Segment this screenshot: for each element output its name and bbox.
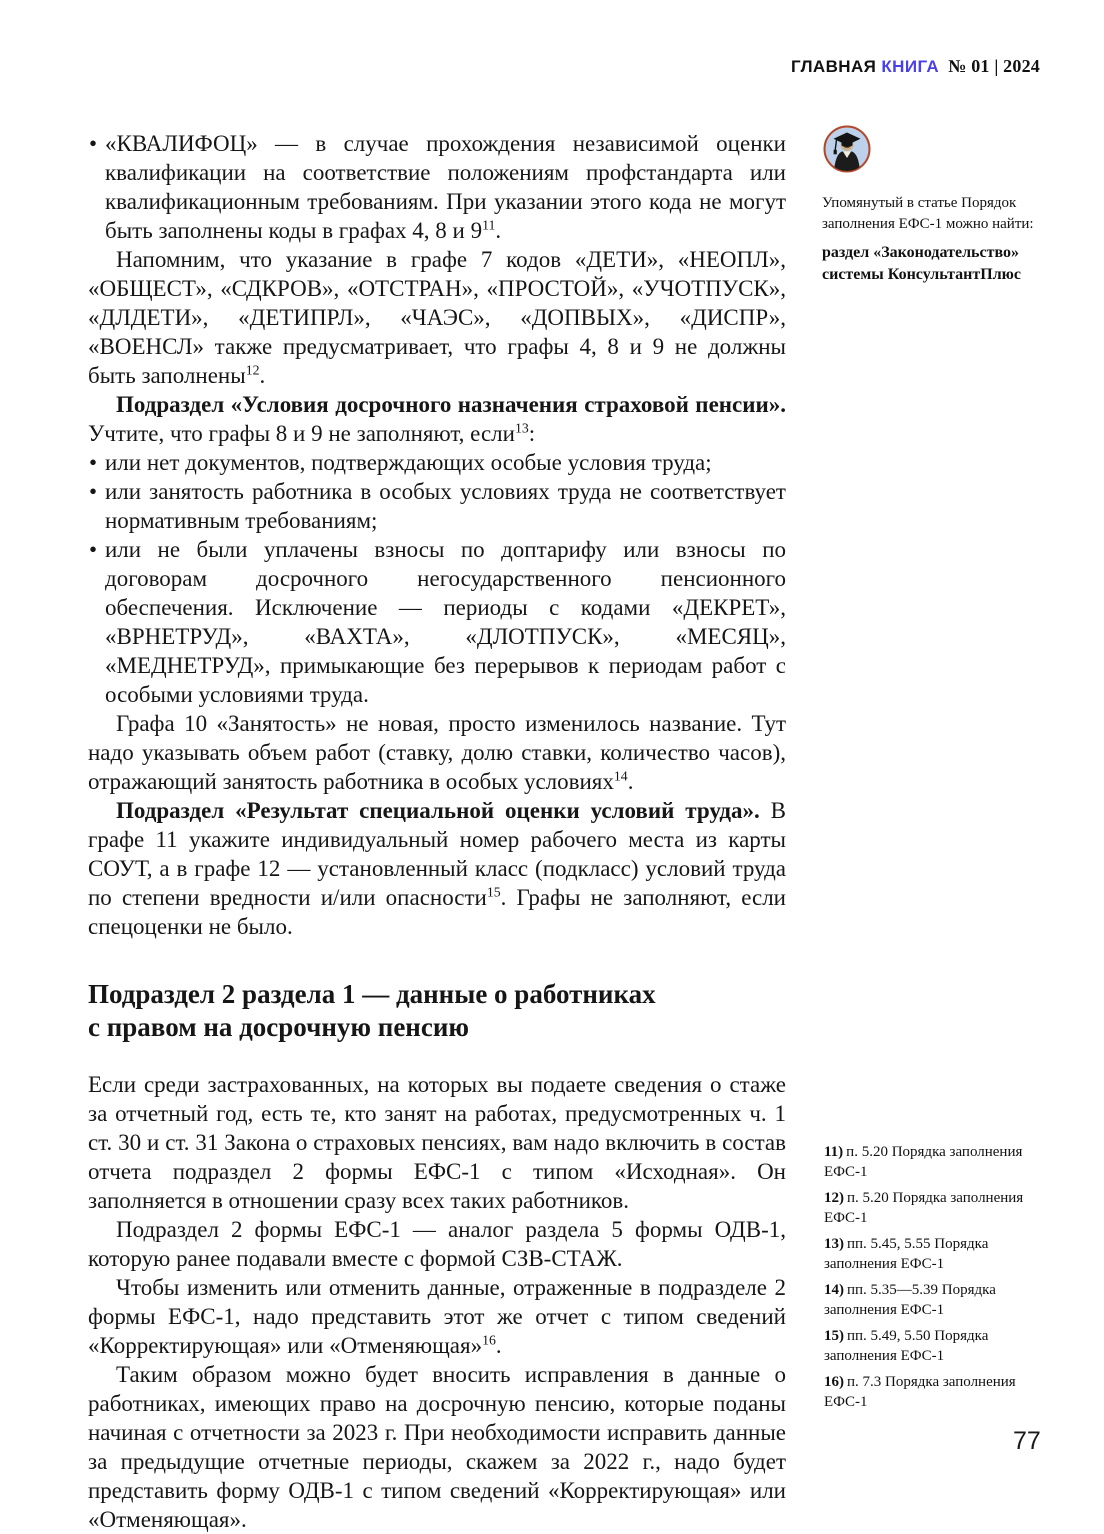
footnote-ref-15: 15	[486, 884, 501, 900]
footnote-16: 16) п. 7.3 Порядка заполнения ЕФС-1	[824, 1374, 1016, 1410]
paragraph-napomnim: Напомним, что указание в графе 7 кодов «ДЕТИ», «НЕОПЛ», «ОБЩЕСТ», «СДКРОВ», «ОТСТРАН», «ПРОСТОЙ», «УЧОТПУСК», «ДЛДЕТИ», «ДЕТИПРЛ», «ЧАЭС», «ДОПВЫХ», «ДИСПР», «ВОЕНСЛ» также предусматривает, что графы 4, 8 и 9 не должны быть заполнены$^{12}$.	[88, 247, 786, 388]
conditions-bullet-list	[88, 448, 786, 709]
page-number: 77	[1013, 1427, 1041, 1455]
paragraph-podrazdel2: Подраздел 2 формы ЕФС-1 — аналог раздела 5 формы ОДВ-1, которую ранее подавали вместе с формой СЗВ-СТАЖ.	[88, 1217, 786, 1271]
footnote-ref-14: 14	[613, 768, 628, 784]
note-text: Упомянутый в статье Порядок заполнения ЕФС-1 можно найти:	[822, 195, 1034, 232]
paragraph-esli: Если среди застрахованных, на которых вы подаете сведения о стаже за отчетный год, есть те, кто занят на работах, предусмотренных ч. 1 ст. 30 и ст. 31 Закона о страховых пенсиях, вам надо включить в состав отчета подраздел 2 формы ЕФС-1 с типом «Исходная». Он заполняется в отношении сразу всех таких работников.	[88, 1072, 786, 1213]
list-item: • или нет документов, подтверждающих особые условия труда;	[88, 448, 786, 477]
magazine-title-glavnaya: ГЛАВНАЯ	[790, 57, 877, 76]
magazine-title-kniga: КНИГА	[881, 57, 940, 76]
inline-subheading: Подраздел «Результат специальной оценки условий труда».	[116, 798, 760, 823]
list-item: • «КВАЛИФОЦ» — в случае прохождения независимой оценки квалификации на соответствие положениям профстандарта или квалификационным требованиям. При указании этого кода не могут быть заполнены коды в графах 4, 8 и $9^{11}$.	[88, 129, 786, 245]
paragraph-takim: Таким образом можно будет вносить исправления в данные о работниках, имеющих право на досрочную пенсию, которые поданы начиная с отчетности за 2023 г. При необходимости исправить данные за предыдущие отчетные периоды, скажем за 2022 г., надо будет представить форму ОДВ-1 с типом сведений «Корректирующая» или «Отменяющая».	[88, 1362, 786, 1532]
paragraph-uslovia: Подраздел «Условия досрочного назначения страховой пенсии». Учтите, что графы 8 и 9 не заполняют, если$^{13}$:	[88, 392, 786, 446]
footnote-14: 14) пп. 5.35—5.39 Порядка заполнения ЕФС-1	[824, 1282, 996, 1318]
footnotes-block	[824, 1143, 1044, 1419]
article-body	[88, 129, 786, 1534]
list-item: • или не были уплачены взносы по доптарифу или взносы по договорам досрочного негосударственного пенсионного обеспечения. Исключение — периоды с кодами «ДЕКРЕТ», «ВРНЕТРУД», «ВАХТА», «ДЛОТПУСК», «МЕСЯЦ», «МЕДНЕТРУД», примыкающие без перерывов к периодам работ с особыми условиями труда.	[88, 535, 786, 709]
footnote-15: 15) пп. 5.49, 5.50 Порядка заполнения ЕФС-1	[824, 1328, 989, 1364]
section-heading: Подраздел 2 раздела 1 — данные о работниках с правом на досрочную пенсию	[88, 979, 656, 1042]
footnote-ref-13: 13	[514, 420, 529, 436]
footnote-13: 13) пп. 5.45, 5.55 Порядка заполнения ЕФС-1	[824, 1236, 989, 1272]
code-bullet-list	[88, 129, 786, 245]
list-item: • или занятость работника в особых условиях труда не соответствует нормативным требованиям;	[88, 477, 786, 535]
consultant-scholar-icon	[822, 124, 872, 174]
footnote-12: 12) п. 5.20 Порядка заполнения ЕФС-1	[824, 1190, 1024, 1226]
note-link-text: раздел «Законодательство» системы КонсультантПлюс	[822, 244, 1021, 283]
issue-number: № 01 | 2024	[948, 56, 1040, 76]
footnote-11: 11) п. 5.20 Порядка заполнения ЕФС-1	[824, 1144, 1023, 1180]
paragraph-rezultat: Подраздел «Результат специальной оценки условий труда». В графе 11 укажите индивидуальный номер рабочего места из карты СОУТ, а в графе 12 — установленный класс (подкласс) условий труда по степени вредности и/или опасности$^{15}$. Графы не заполняют, если спецоценки не было.	[88, 798, 787, 939]
footnote-ref-12: 12	[245, 362, 260, 378]
paragraph-chtoby: Чтобы изменить или отменить данные, отраженные в подразделе 2 формы ЕФС-1, надо представить этот же отчет с типом сведений «Корректирующая» или «Отменяющая»$^{16}$.	[88, 1275, 786, 1358]
paragraph-grafa10: Графа 10 «Занятость» не новая, просто изменилось название. Тут надо указывать объем работ (ставку, долю ставки, количество часов), отражающий занятость работника в особых условиях$^{14}$.	[88, 711, 786, 794]
inline-subheading: Подраздел «Условия досрочного назначения страховой пенсии».	[116, 392, 786, 417]
footnote-ref-11: 11	[482, 217, 496, 233]
page-header	[791, 56, 1040, 77]
consultant-plus-note	[822, 124, 1040, 286]
footnote-ref-16: 16	[482, 1332, 496, 1348]
